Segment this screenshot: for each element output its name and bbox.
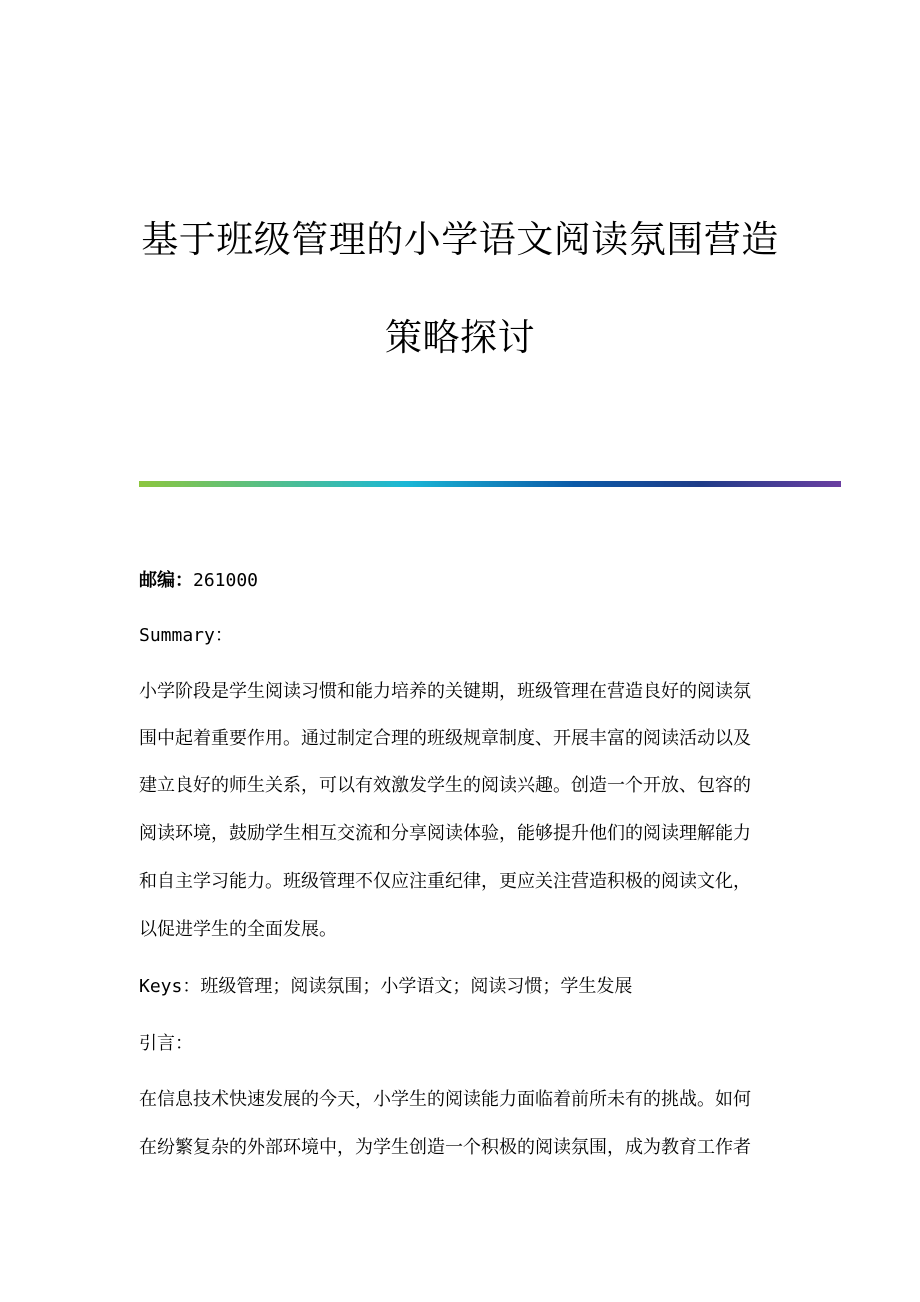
keys-line [139,975,779,999]
intro-line: 在信息技术快速发展的今天，小学生的阅读能力面临着前所未有的挑战。如何 [139,1089,751,1110]
postcode-line [139,569,779,593]
summary-line: 以促进学生的全面发展。 [139,919,337,940]
keys-value: 班级管理；阅读氛围；小学语文；阅读习惯；学生发展 [200,976,633,997]
postcode-value: 261000 [193,570,259,591]
keys-label: Keys： [139,976,201,997]
title-line-2: 策略探讨 [385,316,535,359]
summary-line: 围中起着重要作用。通过制定合理的班级规章制度、开展丰富的阅读活动以及 [139,728,751,749]
title-divider [139,481,841,487]
postcode-label: 邮编： [139,570,193,591]
summary-line: 小学阶段是学生阅读习惯和能力培养的关键期，班级管理在营造良好的阅读氛 [139,681,751,702]
title-line-1: 基于班级管理的小学语文阅读氛围营造 [141,218,779,261]
intro-line: 在纷繁复杂的外部环境中，为学生创造一个积极的阅读氛围，成为教育工作者 [139,1137,751,1158]
summary-line: 和自主学习能力。班级管理不仅应注重纪律，更应关注营造积极的阅读文化， [139,871,751,892]
summary-heading: Summary： [139,625,233,646]
intro-heading: 引言： [139,1033,193,1054]
summary-line: 阅读环境，鼓励学生相互交流和分享阅读体验，能够提升他们的阅读理解能力 [139,823,751,844]
summary-line: 建立良好的师生关系，可以有效激发学生的阅读兴趣。创造一个开放、包容的 [139,775,751,796]
